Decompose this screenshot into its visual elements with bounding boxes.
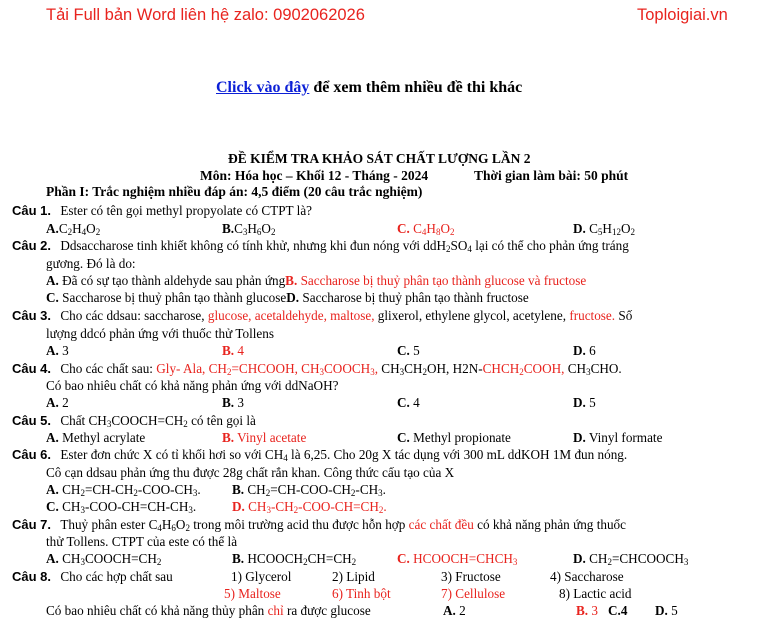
q1-option-b[interactable]: $B.C_3H_6O_2$	[222, 221, 276, 237]
question-number: Câu 8.	[12, 569, 52, 584]
q8-item-3: 3) Fructose	[441, 569, 501, 584]
question-number: Câu 6.	[12, 447, 52, 462]
q8-item-7: 7) Cellulose	[441, 586, 506, 601]
q2-option-d[interactable]: D. Saccharose bị thuỷ phân tạo thành fructose	[286, 290, 529, 305]
q1-option-d[interactable]: D. $C_5H_{12}O_2$	[573, 221, 635, 237]
header-zalo-text: Tải Full bản Word liên hệ zalo: 0902062026	[46, 6, 365, 24]
q3-text-line2: lượng ddcó phản ứng với thuốc thử Tollens	[46, 326, 274, 341]
promo-rest-text: để xem thêm nhiều đề thi khác	[309, 79, 523, 96]
q1-option-c[interactable]: C. $C_4H_8O_2$	[397, 221, 455, 237]
question-8	[12, 569, 173, 585]
question-number: Câu 1.	[12, 203, 52, 218]
q7-option-c[interactable]: C. $HCOOCH=CHCH_3$	[397, 551, 518, 567]
question-text: Ester đơn chức X có tỉ khối hơi so với $CH_4$ là 6,25. Cho 20g X tác dụng với 300 mL ddKOH 1M đun nóng.	[60, 447, 628, 463]
question-number: Câu 7.	[12, 517, 52, 532]
question-4	[12, 361, 622, 377]
q2-options-cd	[46, 290, 529, 306]
question-text: Thuỷ phân ester $C_4H_6O_2$ trong môi trường acid thu được hỗn hợp các chất đều có khả năng phản ứng thuốc	[60, 517, 626, 533]
q5-option-c[interactable]: C. Methyl propionate	[397, 430, 511, 445]
question-text: Cho các ddsau: saccharose, glucose, acetaldehyde, maltose, glixerol, ethylene glycol, acetylene, fructose. Số	[60, 308, 633, 323]
exam-title: ĐỀ KIỂM TRA KHẢO SÁT CHẤT LƯỢNG LẦN 2	[228, 151, 531, 166]
question-text: Ester có tên gọi methyl propyolate có CTPT là?	[60, 203, 313, 218]
question-6	[12, 447, 627, 463]
q5-option-d[interactable]: D. Vinyl formate	[573, 430, 663, 445]
q3-option-c[interactable]: C. 5	[397, 343, 420, 358]
q6-option-b[interactable]: B. $CH_2=CH-COO-CH_2-CH_3$.	[232, 482, 386, 498]
promo-line	[216, 79, 522, 97]
q8-item-2: 2) Lipid	[332, 569, 375, 584]
question-5	[12, 413, 256, 429]
q2-options-ab	[46, 273, 586, 289]
q4-option-d[interactable]: D. 5	[573, 395, 596, 410]
question-number: Câu 2.	[12, 238, 52, 253]
q5-option-b[interactable]: B. Vinyl acetate	[222, 430, 307, 445]
exam-time: Thời gian làm bài: 50 phút	[474, 168, 629, 183]
question-2	[12, 238, 629, 254]
q1-option-a[interactable]: $A.C_2H_4O_2$	[46, 221, 101, 237]
more-exams-link[interactable]: Click vào đây	[216, 79, 310, 96]
q8-item-8: 8) Lactic acid	[559, 586, 632, 601]
q6-option-d[interactable]: D. $CH_3-CH_2-COO-CH=CH_2$.	[232, 499, 387, 515]
question-3	[12, 308, 632, 324]
q3-option-d[interactable]: D. 6	[573, 343, 596, 358]
q8-item-4: 4) Saccharose	[550, 569, 624, 584]
q7-text-line2: thử Tollens. CTPT của este có thể là	[46, 534, 238, 549]
q4-option-c[interactable]: C. 4	[397, 395, 420, 410]
q2-option-a[interactable]: A. Đã có sự tạo thành aldehyde sau phản ứng	[46, 273, 286, 288]
question-number: Câu 5.	[12, 413, 52, 428]
q4-text-line2: Có bao nhiêu chất có khả năng phản ứng với ddNaOH?	[46, 378, 339, 393]
q2-text-line2: gương. Đó là do:	[46, 256, 136, 271]
q8-item-5: 5) Maltose	[224, 586, 281, 601]
q4-option-b[interactable]: B. 3	[222, 395, 244, 410]
question-text: Cho các hợp chất sau	[60, 569, 173, 584]
q2-option-b[interactable]: B. Saccharose bị thuỷ phân tạo thành glucose và fructose	[285, 273, 587, 288]
question-1	[12, 203, 312, 219]
q2-option-c[interactable]: C. Saccharose bị thuỷ phân tạo thành glucose	[46, 290, 287, 305]
q8-option-a[interactable]: A. 2	[443, 603, 466, 618]
question-text: Cho các chất sau: Gly- Ala, $CH_2=CHCOOH$, $CH_3COOCH_3$, $CH_3CH_2OH$, $H2N-CHCH_2COOH$, $CH_3CHO$.	[60, 361, 622, 377]
q3-option-a[interactable]: A. 3	[46, 343, 69, 358]
part-heading: Phần I: Trắc nghiệm nhiều đáp án: 4,5 điểm (20 câu trắc nghiệm)	[46, 184, 423, 199]
q8-option-b[interactable]: B. 3	[576, 603, 598, 618]
q7-option-a[interactable]: A. $CH_3COOCH=CH_2$	[46, 551, 162, 567]
question-text: Ddsaccharose tinh khiết không có tính khử, nhưng khi đun nóng với $ddH_2SO_4$ lại có thể cho phản ứng tráng	[60, 238, 629, 254]
question-number: Câu 3.	[12, 308, 52, 323]
question-text: Chất $CH_3COOCH=CH_2$ có tên gọi là	[60, 413, 256, 429]
q6-option-a[interactable]: A. $CH_2=CH-CH_2-COO-CH_3$.	[46, 482, 201, 498]
q7-option-b[interactable]: B. $HCOOCH_2CH=CH_2$	[232, 551, 357, 567]
question-7	[12, 517, 626, 533]
q6-text-line2: Cô cạn ddsau phản ứng thu được 28g chất rắn khan. Công thức cấu tạo của X	[46, 465, 455, 480]
q6-option-c[interactable]: C. $CH_3-COO-CH=CH-CH_3$.	[46, 499, 197, 515]
q8-question-line: Có bao nhiêu chất có khả năng thủy phân chỉ ra được glucose	[46, 603, 371, 618]
exam-subject: Môn: Hóa học – Khối 12 - Tháng - 2024	[200, 168, 429, 183]
q8-option-d[interactable]: D. 5	[655, 603, 678, 618]
q8-item-6: 6) Tinh bột	[332, 586, 391, 601]
header-site-name: Toploigiai.vn	[637, 6, 728, 24]
q8-option-c[interactable]: C.4	[608, 603, 628, 618]
q7-option-d[interactable]: D. $CH_2=CHCOOCH_3$	[573, 551, 689, 567]
question-number: Câu 4.	[12, 361, 52, 376]
q4-option-a[interactable]: A. 2	[46, 395, 69, 410]
q3-option-b[interactable]: B. 4	[222, 343, 244, 358]
q8-item-1: 1) Glycerol	[231, 569, 292, 584]
q5-option-a[interactable]: A. Methyl acrylate	[46, 430, 146, 445]
